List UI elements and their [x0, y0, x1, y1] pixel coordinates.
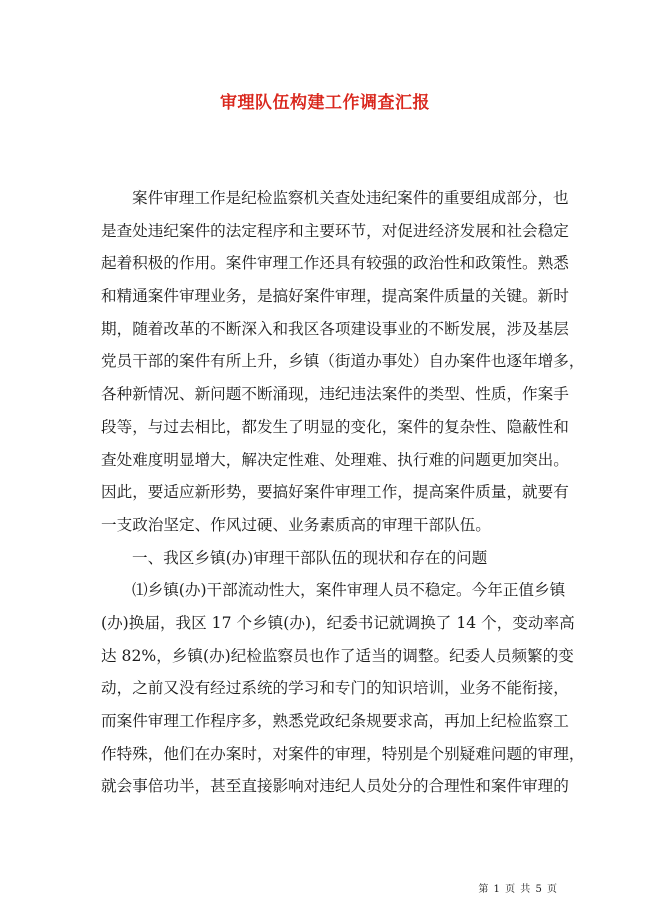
page-footer: 第 1 页 共 5 页	[478, 884, 558, 895]
body-line: 达 82%，乡镇(办)纪检监察员也作了适当的调整。纪委人员频繁的变	[101, 646, 574, 665]
body-line: 案件审理工作是纪检监察机关查处违纪案件的重要组成部分，也	[132, 189, 569, 207]
body-line: 期，随着改革的不断深入和我区各项建设事业的不断发展，涉及基层	[101, 319, 569, 338]
body-line: 动，之前又没有经过系统的学习和专门的知识培训，业务不能衔接，	[101, 679, 569, 698]
document-body	[101, 182, 585, 803]
body-line: 一、我区乡镇(办)审理干部队伍的现状和存在的问题	[132, 548, 488, 567]
body-line: (办)换届，我区 17 个乡镇(办)，纪委书记就调换了 14 个，变动率高	[101, 613, 575, 632]
body-line: 段等，与过去相比，都发生了明显的变化，案件的复杂性、隐蔽性和	[101, 417, 569, 436]
body-line: 因此，要适应新形势，要搞好案件审理工作，提高案件质量，就要有	[101, 483, 569, 502]
body-line: 各种新情况、新问题不断涌现，违纪违法案件的类型、性质，作案手	[101, 385, 569, 404]
body-line: 党员干部的案件有所上升，乡镇（街道办事处）自办案件也逐年增多，	[101, 352, 585, 371]
body-line: 是查处违纪案件的法定程序和主要环节，对促进经济发展和社会稳定	[101, 221, 569, 240]
body-line: 查处难度明显增大，解决定性难、处理难、执行难的问题更加突出。	[101, 450, 569, 469]
body-line: 起着积极的作用。案件审理工作还具有较强的政治性和政策性。熟悉	[101, 254, 569, 273]
body-line: 和精通案件审理业务，是搞好案件审理，提高案件质量的关键。新时	[101, 287, 569, 306]
body-line: 就会事倍功半，甚至直接影响对违纪人员处分的合理性和案件审理的	[101, 777, 569, 796]
body-line: ⑴乡镇(办)干部流动性大，案件审理人员不稳定。今年正值乡镇	[132, 581, 566, 600]
body-line: 一支政治坚定、作风过硬、业务素质高的审理干部队伍。	[101, 515, 491, 534]
document-title: 审理队伍构建工作调查汇报	[220, 93, 430, 113]
body-line: 作特殊，他们在办案时，对案件的审理，特别是个别疑难问题的审理，	[101, 744, 585, 763]
body-line: 而案件审理工作程序多，熟悉党政纪条规要求高，再加上纪检监察工	[101, 712, 569, 730]
